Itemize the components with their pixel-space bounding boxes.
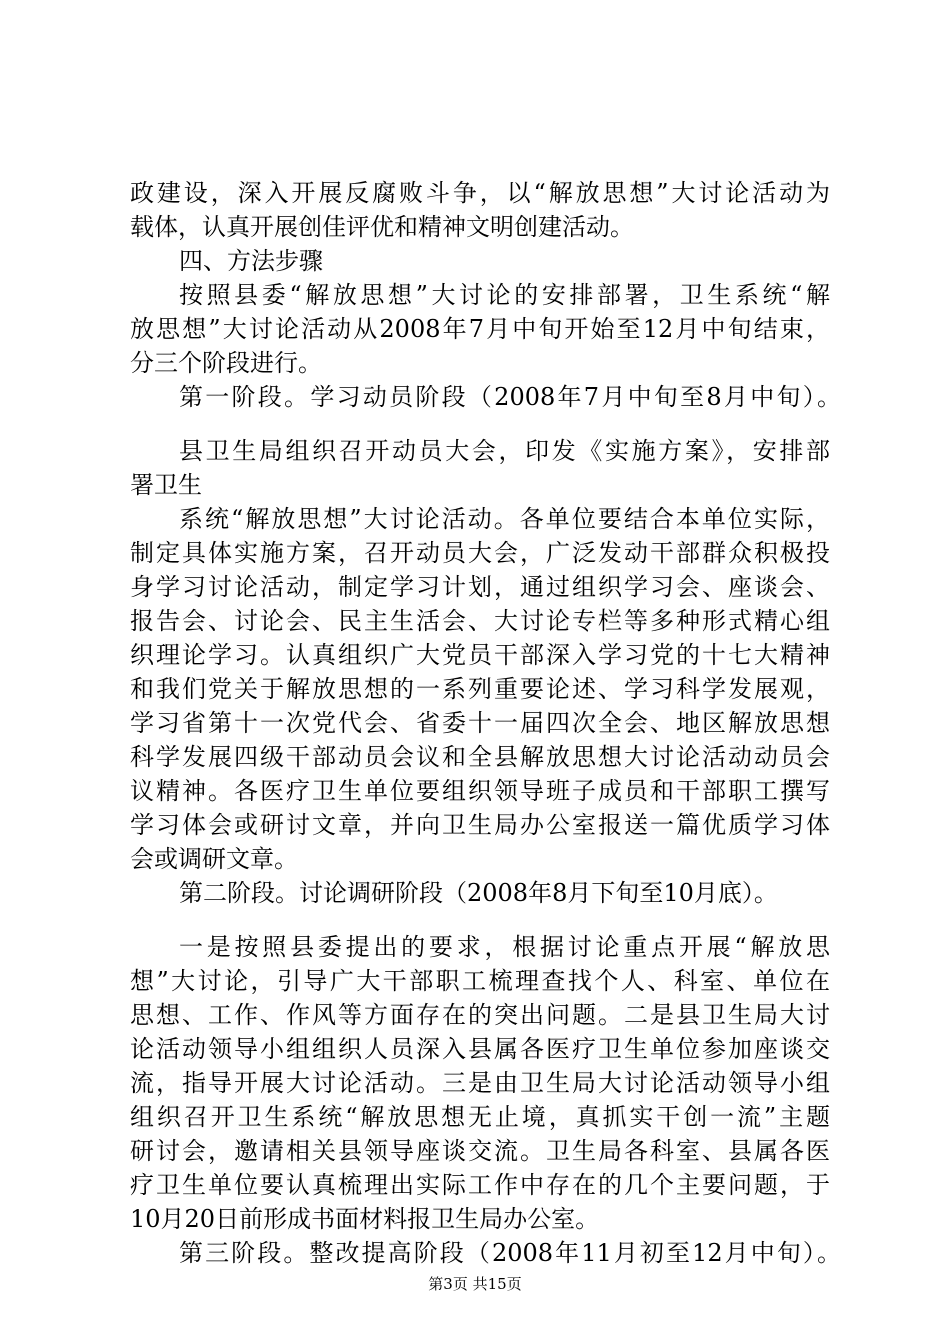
text-line: 论活动领导小组组织人员深入县属各医疗卫生单位参加座谈交: [130, 1035, 830, 1063]
text-line: 流，指导开展大讨论活动。三是由卫生局大讨论活动领导小组: [130, 1069, 830, 1097]
text-line: 身学习讨论活动，制定学习计划，通过组织学习会、座谈会、: [130, 573, 830, 601]
text-line: 研讨会，邀请相关县领导座谈交流。卫生局各科室、县属各医: [130, 1137, 830, 1165]
stage-heading: 第二阶段。讨论调研阶段（2008年8月下旬至10月底）。: [179, 879, 778, 907]
text-line: 学习省第十一次党代会、省委十一届四次全会、地区解放思想: [130, 709, 830, 737]
stage-heading: 第三阶段。整改提高阶段（2008年11月初至12月中旬）。: [179, 1239, 841, 1267]
text-line: 署卫生: [130, 471, 202, 499]
section-heading: 四、方法步骤: [179, 247, 323, 275]
text-line: 议精神。各医疗卫生单位要组织领导班子成员和干部职工撰写: [130, 777, 830, 805]
text-line: 一是按照县委提出的要求，根据讨论重点开展“解放思: [179, 933, 830, 961]
text-line: 思想、工作、作风等方面存在的突出问题。二是县卫生局大讨: [130, 1001, 830, 1029]
text-line: 制定具体实施方案，召开动员大会，广泛发动干部群众积极投: [130, 539, 830, 567]
text-line: 和我们党关于解放思想的一系列重要论述、学习科学发展观，: [130, 675, 830, 703]
stage-heading: 第一阶段。学习动员阶段（2008年7月中旬至8月中旬）。: [179, 383, 841, 411]
text-line: 会或调研文章。: [130, 845, 298, 873]
text-line: 放思想”大讨论活动从2008年7月中旬开始至12月中旬结束，: [130, 315, 830, 343]
text-line: 按照县委“解放思想”大讨论的安排部署，卫生系统“解: [179, 281, 830, 309]
page-number: 第3页 共15页: [428, 1275, 522, 1293]
text-line: 科学发展四级干部动员会议和全县解放思想大讨论活动动员会: [130, 743, 830, 771]
text-line: 政建设，深入开展反腐败斗争，以“解放思想”大讨论活动为: [130, 179, 830, 207]
text-line: 组织召开卫生系统“解放思想无止境，真抓实干创一流”主题: [130, 1103, 830, 1131]
text-line: 10月20日前形成书面材料报卫生局办公室。: [130, 1205, 600, 1233]
text-line: 县卫生局组织召开动员大会，印发《实施方案》，安排部: [179, 437, 830, 465]
text-line: 系统“解放思想”大讨论活动。各单位要结合本单位实际，: [179, 505, 830, 533]
text-line: 载体，认真开展创佳评优和精神文明创建活动。: [130, 213, 634, 241]
text-line: 想”大讨论，引导广大干部职工梳理查找个人、科室、单位在: [130, 967, 830, 995]
text-line: 分三个阶段进行。: [130, 349, 322, 377]
text-line: 学习体会或研讨文章，并向卫生局办公室报送一篇优质学习体: [130, 811, 830, 839]
text-line: 报告会、讨论会、民主生活会、大讨论专栏等多种形式精心组: [130, 607, 830, 635]
text-line: 疗卫生单位要认真梳理出实际工作中存在的几个主要问题，于: [130, 1171, 830, 1199]
text-line: 织理论学习。认真组织广大党员干部深入学习党的十七大精神: [130, 641, 830, 669]
